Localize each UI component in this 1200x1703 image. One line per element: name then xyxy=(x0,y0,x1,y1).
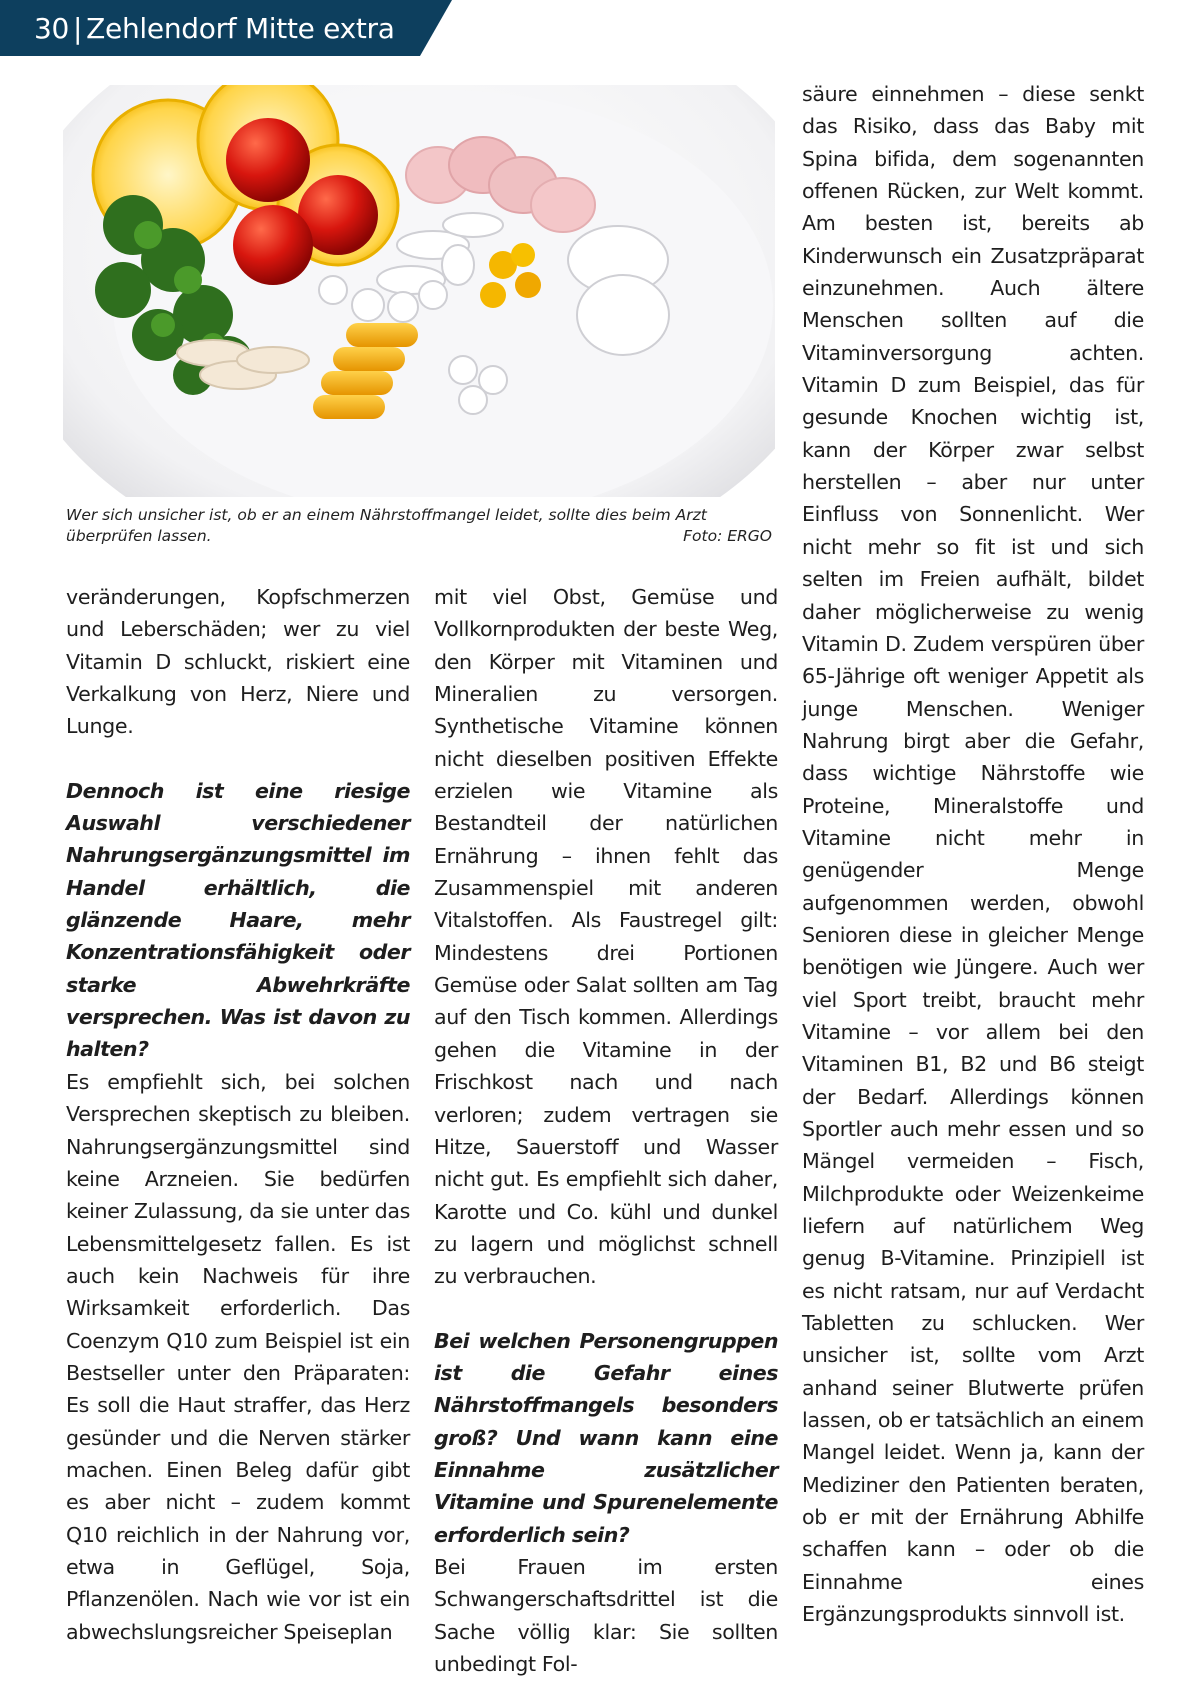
photo-credit: Foto: ERGO xyxy=(683,527,772,545)
section-title: Zehlendorf Mitte extra xyxy=(86,12,395,45)
page-header xyxy=(0,0,480,58)
interview-question: Dennoch ist eine riesige Auswahl verschiedener Nahrungsergänzungsmittel im Handel erhältlich, die glänzende Haare, mehr Konzentrationsfähigkeit oder starke Abwehrkräfte versprechen. Was ist davon zu halten? xyxy=(66,778,410,1062)
article-column-3 xyxy=(802,78,1144,1631)
article-column-1 xyxy=(66,581,410,1648)
paragraph-gap xyxy=(434,1293,778,1325)
vitamins-plate-photo xyxy=(63,85,775,497)
paragraph: Bei Frauen im ersten Schwangerschaftsdrittel ist die Sache völlig klar: Sie sollten unbedingt Fol- xyxy=(434,1554,778,1676)
photo-caption xyxy=(66,505,772,547)
paragraph-gap xyxy=(66,743,410,775)
paragraph: säure einnehmen – diese senkt das Risiko, dass das Baby mit Spina bifida, dem sogenannten offenen Rücken, zur Welt kommt. Am besten ist, bereits ab Kinderwunsch ein Zusatzpräparat einzunehmen. Auch ältere Menschen sollten auf die Vitaminversorgung achten. Vitamin D zum Beispiel, das für gesunde Knochen wichtig ist, kann der Körper zwar selbst herstellen – aber nur unter Einfluss von Sonnenlicht. Wer nicht mehr so fit ist und sich selten im Freien aufhält, bildet daher möglicherweise zu wenig Vitamin D. Zudem verspüren über 65-Jährige oft weniger Appetit als junge Menschen. Weniger Nahrung birgt aber die Gefahr, dass wichtige Nährstoffe wie Proteine, Mineralstoffe und Vitamine nicht mehr in genügender Menge aufgenommen werden, obwohl Senioren diese in gleicher Menge benötigen wie Jüngere. Auch wer viel Sport treibt, braucht mehr Vitamine – vor allem bei den Vitaminen B1, B2 und B6 steigt der Bedarf. Allerdings können Sportler auch mehr essen und so Mängel vermeiden – Fisch, Milchprodukte oder Weizenkeime liefern auf natürlichem Weg genug B-Vitamine. Prinzipiell ist es nicht ratsam, nur auf Verdacht Tabletten zu schlucken. Wer unsicher ist, sollte vom Arzt anhand seiner Blutwerte prüfen lassen, ob er tatsächlich an einem Mangel leidet. Wenn ja, kann der Mediziner den Patienten beraten, ob er mit der Ernährung Abhilfe schaffen kann – oder ob die Einnahme eines Ergänzungsprodukts sinnvoll ist. xyxy=(802,82,1144,1627)
caption-text: Wer sich unsicher ist, ob er an einem Nährstoffmangel leidet, sollte dies beim Arzt überprüfen lassen. xyxy=(66,506,707,545)
page-number: 30 xyxy=(34,12,70,45)
interview-question: Bei welchen Personengruppen ist die Gefahr eines Nährstoffmangels besonders groß? Und wann kann eine Einnahme zusätzlicher Vitamine und Spurenelemente erforderlich sein? xyxy=(434,1328,778,1547)
photo-illustration xyxy=(63,85,775,497)
paragraph: mit viel Obst, Gemüse und Vollkornprodukten der beste Weg, den Körper mit Vitaminen und Mineralien zu versorgen. Synthetische Vitamine können nicht dieselben positiven Effekte erzielen wie Vitamine als Bestandteil der natürlichen Ernährung – ihnen fehlt das Zusammenspiel mit anderen Vitalstoffen. Als Faustregel gilt: Mindestens drei Portionen Gemüse oder Salat sollten am Tag auf den Tisch kommen. Allerdings gehen die Vitamine in der Frischkost nach und nach verloren; zudem vertragen sie Hitze, Sauerstoff und Wasser nicht gut. Es empfiehlt sich daher, Karotte und Co. kühl und dunkel zu lagern und möglichst schnell zu verbrauchen. xyxy=(434,585,778,1289)
header-label xyxy=(34,12,395,45)
paragraph: veränderungen, Kopfschmerzen und Leberschäden; wer zu viel Vitamin D schluckt, riskiert eine Verkalkung von Herz, Niere und Lunge. xyxy=(66,585,410,739)
article-column-2 xyxy=(434,581,778,1680)
paragraph: Es empfiehlt sich, bei solchen Versprechen skeptisch zu bleiben. Nahrungsergänzungsmittel sind keine Arzneien. Sie bedürfen keiner Zulassung, da sie unter das Lebensmittelgesetz fallen. Es ist auch kein Nachweis für ihre Wirksamkeit erforderlich. Das Coenzym Q10 zum Beispiel ist ein Bestseller unter den Präparaten: Es soll die Haut straffer, das Herz gesünder und die Nerven stärker machen. Einen Beleg dafür gibt es aber nicht – zudem kommt Q10 reichlich in der Nahrung vor, etwa in Geflügel, Soja, Pflanzenölen. Nach wie vor ist ein abwechslungsreicher Speiseplan xyxy=(66,1069,410,1644)
header-separator: | xyxy=(73,12,83,45)
